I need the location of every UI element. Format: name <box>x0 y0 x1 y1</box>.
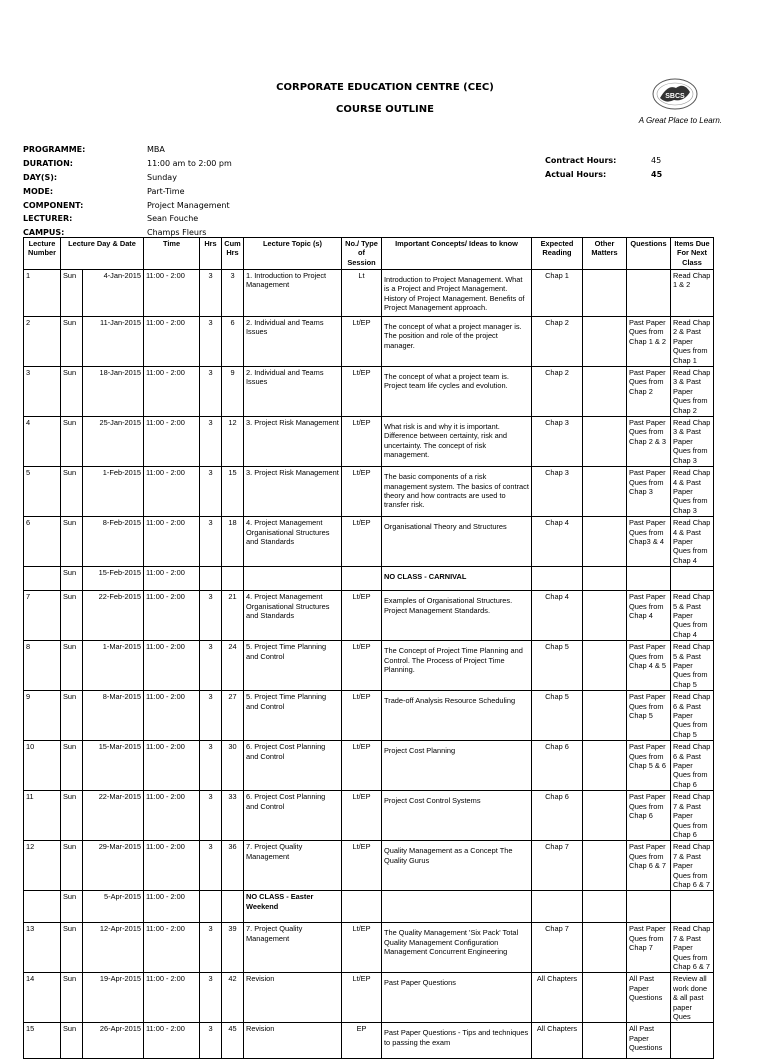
lecture-day: Sun <box>61 691 83 741</box>
lecture-date: 12-Apr-2015 <box>83 923 144 973</box>
lecture-hrs: 3 <box>200 467 222 517</box>
session-type: Lt <box>342 270 382 317</box>
session-type <box>342 567 382 591</box>
items-due: Read Chap 7 & Past Paper Ques from Chap 6 & 7 <box>671 841 714 891</box>
important-concepts: Trade-off Analysis Resource Scheduling <box>382 691 532 741</box>
col-header-date: Lecture Day & Date <box>61 238 144 270</box>
lecture-topic: 2. Individual and Teams Issues <box>244 367 342 417</box>
session-type: Lt/EP <box>342 591 382 641</box>
items-due: Read Chap 5 & Past Paper Ques from Chap 4 <box>671 591 714 641</box>
items-due: Read Chap 4 & Past Paper Ques from Chap 3 <box>671 467 714 517</box>
lecture-cum-hrs: 6 <box>222 317 244 367</box>
col-header-questions: Questions <box>627 238 671 270</box>
other-matters <box>583 567 627 591</box>
lecture-number: 8 <box>24 641 61 691</box>
lecture-number: 3 <box>24 367 61 417</box>
col-header-session-type: No./ Type of Session <box>342 238 382 270</box>
lecture-cum-hrs: 42 <box>222 973 244 1023</box>
info-value: Champs Fleurs <box>147 228 207 238</box>
info-row <box>23 143 347 157</box>
lecture-cum-hrs: 39 <box>222 923 244 973</box>
lecture-number: 7 <box>24 591 61 641</box>
lecture-day: Sun <box>61 923 83 973</box>
lecture-time: 11:00 - 2:00 <box>144 517 200 567</box>
tagline: A Great Place to Learn. <box>638 116 722 125</box>
lecture-time: 11:00 - 2:00 <box>144 973 200 1023</box>
other-matters <box>583 417 627 467</box>
table-row <box>24 791 714 841</box>
items-due <box>671 891 714 923</box>
items-due: Review all work done & all past paper Ques <box>671 973 714 1023</box>
expected-reading: Chap 2 <box>532 367 583 417</box>
hours-label: Actual Hours: <box>545 169 607 179</box>
col-header-topic: Lecture Topic (s) <box>244 238 342 270</box>
lecture-time: 11:00 - 2:00 <box>144 641 200 691</box>
lecture-day: Sun <box>61 317 83 367</box>
lecture-day: Sun <box>61 1023 83 1059</box>
expected-reading: Chap 3 <box>532 417 583 467</box>
other-matters <box>583 973 627 1023</box>
info-label: LECTURER: <box>23 214 73 224</box>
lecture-day: Sun <box>61 891 83 923</box>
lecture-hrs: 3 <box>200 517 222 567</box>
questions: All Past Paper Questions <box>627 1023 671 1059</box>
lecture-date: 5-Apr-2015 <box>83 891 144 923</box>
col-header-number: Lecture Number <box>24 238 61 270</box>
session-type: Lt/EP <box>342 973 382 1023</box>
session-type: Lt/EP <box>342 641 382 691</box>
expected-reading: Chap 2 <box>532 317 583 367</box>
expected-reading: Chap 7 <box>532 923 583 973</box>
other-matters <box>583 791 627 841</box>
session-type: Lt/EP <box>342 923 382 973</box>
session-type: Lt/EP <box>342 467 382 517</box>
lecture-date: 8-Feb-2015 <box>83 517 144 567</box>
info-label: CAMPUS: <box>23 228 65 238</box>
lecture-time: 11:00 - 2:00 <box>144 591 200 641</box>
table-row <box>24 891 714 923</box>
info-row <box>23 171 347 185</box>
session-type <box>342 891 382 923</box>
lecture-hrs: 3 <box>200 841 222 891</box>
expected-reading: Chap 5 <box>532 691 583 741</box>
lecture-hrs: 3 <box>200 317 222 367</box>
other-matters <box>583 467 627 517</box>
lecture-topic: 5. Project Time Planning and Control <box>244 691 342 741</box>
important-concepts: Past Paper Questions - Tips and techniques to passing the exam <box>382 1023 532 1059</box>
questions: Past Paper Ques from Chap 5 & 6 <box>627 741 671 791</box>
info-value: Sean Fouche <box>147 214 199 224</box>
other-matters <box>583 691 627 741</box>
info-row <box>23 199 347 213</box>
table-row <box>24 317 714 367</box>
other-matters <box>583 641 627 691</box>
lecture-day: Sun <box>61 741 83 791</box>
table-row <box>24 841 714 891</box>
questions: Past Paper Ques from Chap3 & 4 <box>627 517 671 567</box>
lecture-hrs <box>200 567 222 591</box>
lecture-topic: Revision <box>244 1023 342 1059</box>
lecture-day: Sun <box>61 791 83 841</box>
col-header-time: Time <box>144 238 200 270</box>
hours-row <box>545 154 681 168</box>
important-concepts: Project Cost Planning <box>382 741 532 791</box>
programme-info <box>23 143 347 240</box>
info-value: Sunday <box>147 172 177 182</box>
lecture-date: 29-Mar-2015 <box>83 841 144 891</box>
hours-label: Contract Hours: <box>545 156 617 165</box>
items-due: Read Chap 5 & Past Paper Ques from Chap 5 <box>671 641 714 691</box>
lecture-number: 14 <box>24 973 61 1023</box>
lecture-topic: 4. Project Management Organisational Structures and Standards <box>244 517 342 567</box>
hours-value: 45 <box>651 156 662 165</box>
lecture-topic <box>244 567 342 591</box>
lecture-hrs: 3 <box>200 270 222 317</box>
lecture-topic: 6. Project Cost Planning and Control <box>244 791 342 841</box>
lecture-cum-hrs: 18 <box>222 517 244 567</box>
questions: Past Paper Ques from Chap 1 & 2 <box>627 317 671 367</box>
lecture-number: 10 <box>24 741 61 791</box>
expected-reading: Chap 7 <box>532 841 583 891</box>
col-header-items-due: Items Due For Next Class <box>671 238 714 270</box>
lecture-day: Sun <box>61 517 83 567</box>
important-concepts: Past Paper Questions <box>382 973 532 1023</box>
schedule-table <box>23 237 714 1059</box>
lecture-number: 1 <box>24 270 61 317</box>
expected-reading: Chap 1 <box>532 270 583 317</box>
info-label: DAY(S): <box>23 172 58 182</box>
items-due: Read Chap 4 & Past Paper Ques from Chap 4 <box>671 517 714 567</box>
session-type: Lt/EP <box>342 417 382 467</box>
lecture-time: 11:00 - 2:00 <box>144 1023 200 1059</box>
session-type: Lt/EP <box>342 691 382 741</box>
lecture-hrs: 3 <box>200 1023 222 1059</box>
document-title: CORPORATE EDUCATION CENTRE (CEC) <box>276 82 494 93</box>
lecture-hrs: 3 <box>200 417 222 467</box>
lecture-cum-hrs: 24 <box>222 641 244 691</box>
lecture-topic: 3. Project Risk Management <box>244 417 342 467</box>
col-header-hrs: Hrs <box>200 238 222 270</box>
hours-info <box>545 154 681 182</box>
lecture-date: 15-Feb-2015 <box>83 567 144 591</box>
lecture-topic: 3. Project Risk Management <box>244 467 342 517</box>
important-concepts: Organisational Theory and Structures <box>382 517 532 567</box>
important-concepts: The concept of what a project team is. Project team life cycles and evolution. <box>382 367 532 417</box>
lecture-date: 11-Jan-2015 <box>83 317 144 367</box>
table-row <box>24 567 714 591</box>
expected-reading: Chap 4 <box>532 517 583 567</box>
lecture-number <box>24 891 61 923</box>
lecture-cum-hrs: 36 <box>222 841 244 891</box>
lecture-topic: 4. Project Management Organisational Structures and Standards <box>244 591 342 641</box>
items-due: Read Chap 6 & Past Paper Ques from Chap 5 <box>671 691 714 741</box>
lecture-topic: 7. Project Quality Management <box>244 841 342 891</box>
lecture-number: 2 <box>24 317 61 367</box>
logo-text: SBCS <box>665 93 685 100</box>
lecture-hrs: 3 <box>200 641 222 691</box>
table-row <box>24 467 714 517</box>
lecture-topic: 6. Project Cost Planning and Control <box>244 741 342 791</box>
questions: Past Paper Ques from Chap 3 <box>627 467 671 517</box>
lecture-number: 9 <box>24 691 61 741</box>
lecture-topic: 2. Individual and Teams Issues <box>244 317 342 367</box>
session-type: Lt/EP <box>342 317 382 367</box>
table-row <box>24 641 714 691</box>
lecture-date: 15-Mar-2015 <box>83 741 144 791</box>
info-label: COMPONENT: <box>23 200 84 210</box>
lecture-hrs <box>200 891 222 923</box>
lecture-time: 11:00 - 2:00 <box>144 741 200 791</box>
lecture-cum-hrs: 33 <box>222 791 244 841</box>
questions: Past Paper Ques from Chap 6 <box>627 791 671 841</box>
important-concepts: Project Cost Control Systems <box>382 791 532 841</box>
info-label: DURATION: <box>23 158 73 168</box>
lecture-topic: 1. Introduction to Project Management <box>244 270 342 317</box>
lecture-date: 26-Apr-2015 <box>83 1023 144 1059</box>
info-label: PROGRAMME: <box>23 145 86 154</box>
expected-reading: Chap 6 <box>532 741 583 791</box>
expected-reading: Chap 6 <box>532 791 583 841</box>
info-value: Project Management <box>147 200 230 210</box>
lecture-day: Sun <box>61 973 83 1023</box>
other-matters <box>583 517 627 567</box>
important-concepts: NO CLASS - CARNIVAL <box>382 567 532 591</box>
lecture-date: 22-Feb-2015 <box>83 591 144 641</box>
col-header-cum-hrs: Cum Hrs <box>222 238 244 270</box>
items-due: Read Chap 6 & Past Paper Ques from Chap 6 <box>671 741 714 791</box>
lecture-date: 18-Jan-2015 <box>83 367 144 417</box>
questions <box>627 891 671 923</box>
table-header-row <box>24 238 714 270</box>
info-row <box>23 212 347 226</box>
table-row <box>24 591 714 641</box>
items-due <box>671 567 714 591</box>
items-due: Read Chap 7 & Past Paper Ques from Chap 6 & 7 <box>671 923 714 973</box>
important-concepts: The concept of what a project manager is. The position and role of the project manager. <box>382 317 532 367</box>
table-row <box>24 741 714 791</box>
lecture-time: 11:00 - 2:00 <box>144 270 200 317</box>
other-matters <box>583 270 627 317</box>
lecture-time: 11:00 - 2:00 <box>144 567 200 591</box>
lecture-date: 25-Jan-2015 <box>83 417 144 467</box>
lecture-date: 4-Jan-2015 <box>83 270 144 317</box>
table-row <box>24 973 714 1023</box>
lecture-number: 12 <box>24 841 61 891</box>
info-row <box>23 157 347 171</box>
other-matters <box>583 923 627 973</box>
lecture-cum-hrs <box>222 567 244 591</box>
questions: Past Paper Ques from Chap 4 & 5 <box>627 641 671 691</box>
items-due: Read Chap 3 & Past Paper Ques from Chap 2 <box>671 367 714 417</box>
lecture-day: Sun <box>61 567 83 591</box>
items-due: Read Chap 2 & Past Paper Ques from Chap 1 <box>671 317 714 367</box>
lecture-hrs: 3 <box>200 973 222 1023</box>
questions: All Past Paper Questions <box>627 973 671 1023</box>
questions: Past Paper Ques from Chap 5 <box>627 691 671 741</box>
info-value: MBA <box>147 145 165 154</box>
lecture-number: 6 <box>24 517 61 567</box>
session-type: Lt/EP <box>342 517 382 567</box>
important-concepts <box>382 891 532 923</box>
lecture-time: 11:00 - 2:00 <box>144 417 200 467</box>
lecture-cum-hrs: 45 <box>222 1023 244 1059</box>
important-concepts: Examples of Organisational Structures. Project Management Standards. <box>382 591 532 641</box>
table-row <box>24 417 714 467</box>
lecture-date: 22-Mar-2015 <box>83 791 144 841</box>
lecture-day: Sun <box>61 641 83 691</box>
lecture-time: 11:00 - 2:00 <box>144 841 200 891</box>
table-row <box>24 270 714 317</box>
lecture-date: 8-Mar-2015 <box>83 691 144 741</box>
session-type: Lt/EP <box>342 791 382 841</box>
expected-reading: All Chapters <box>532 1023 583 1059</box>
lecture-cum-hrs: 12 <box>222 417 244 467</box>
lecture-hrs: 3 <box>200 691 222 741</box>
lecture-time: 11:00 - 2:00 <box>144 923 200 973</box>
lecture-time: 11:00 - 2:00 <box>144 791 200 841</box>
info-value: 11:00 am to 2:00 pm <box>147 158 232 168</box>
questions <box>627 567 671 591</box>
questions: Past Paper Ques from Chap 4 <box>627 591 671 641</box>
lecture-topic: Revision <box>244 973 342 1023</box>
other-matters <box>583 591 627 641</box>
expected-reading: Chap 4 <box>532 591 583 641</box>
expected-reading: All Chapters <box>532 973 583 1023</box>
table-row <box>24 367 714 417</box>
lecture-date: 19-Apr-2015 <box>83 973 144 1023</box>
lecture-topic: 5. Project Time Planning and Control <box>244 641 342 691</box>
lecture-cum-hrs: 3 <box>222 270 244 317</box>
table-row <box>24 517 714 567</box>
info-row <box>23 185 347 199</box>
sbcs-logo-icon <box>646 72 704 116</box>
lecture-time: 11:00 - 2:00 <box>144 467 200 517</box>
hours-row <box>545 168 681 182</box>
important-concepts: Quality Management as a Concept The Quality Gurus <box>382 841 532 891</box>
session-type: Lt/EP <box>342 741 382 791</box>
lecture-number: 4 <box>24 417 61 467</box>
table-row <box>24 923 714 973</box>
lecture-day: Sun <box>61 417 83 467</box>
other-matters <box>583 317 627 367</box>
lecture-cum-hrs: 15 <box>222 467 244 517</box>
lecture-hrs: 3 <box>200 923 222 973</box>
items-due: Read Chap 1 & 2 <box>671 270 714 317</box>
expected-reading <box>532 891 583 923</box>
lecture-day: Sun <box>61 591 83 641</box>
session-type: Lt/EP <box>342 367 382 417</box>
document-subtitle: COURSE OUTLINE <box>336 104 434 115</box>
col-header-concepts: Important Concepts/ Ideas to know <box>382 238 532 270</box>
expected-reading <box>532 567 583 591</box>
lecture-cum-hrs: 21 <box>222 591 244 641</box>
info-label: MODE: <box>23 186 54 196</box>
important-concepts: Introduction to Project Management. What is a Project and Project Management. History of Project Management. Benefits of Project Management approach. <box>382 270 532 317</box>
lecture-day: Sun <box>61 367 83 417</box>
hours-value: 45 <box>651 169 663 179</box>
important-concepts: What risk is and why it is important. Difference between certainty, risk and uncertainty. The concept of risk management. <box>382 417 532 467</box>
expected-reading: Chap 5 <box>532 641 583 691</box>
lecture-topic: 7. Project Quality Management <box>244 923 342 973</box>
lecture-date: 1-Mar-2015 <box>83 641 144 691</box>
other-matters <box>583 741 627 791</box>
session-type: Lt/EP <box>342 841 382 891</box>
other-matters <box>583 367 627 417</box>
questions: Past Paper Ques from Chap 2 <box>627 367 671 417</box>
lecture-hrs: 3 <box>200 741 222 791</box>
questions: Past Paper Ques from Chap 6 & 7 <box>627 841 671 891</box>
session-type: EP <box>342 1023 382 1059</box>
lecture-hrs: 3 <box>200 791 222 841</box>
lecture-cum-hrs: 9 <box>222 367 244 417</box>
lecture-hrs: 3 <box>200 591 222 641</box>
lecture-day: Sun <box>61 841 83 891</box>
other-matters <box>583 1023 627 1059</box>
other-matters <box>583 841 627 891</box>
lecture-cum-hrs: 30 <box>222 741 244 791</box>
important-concepts: The Quality Management 'Six Pack' Total Quality Management Configuration Management Concurrent Engineering <box>382 923 532 973</box>
items-due <box>671 1023 714 1059</box>
lecture-time: 11:00 - 2:00 <box>144 367 200 417</box>
lecture-cum-hrs: 27 <box>222 691 244 741</box>
items-due: Read Chap 7 & Past Paper Ques from Chap 6 <box>671 791 714 841</box>
lecture-number: 15 <box>24 1023 61 1059</box>
lecture-day: Sun <box>61 467 83 517</box>
questions: Past Paper Ques from Chap 2 & 3 <box>627 417 671 467</box>
questions <box>627 270 671 317</box>
lecture-date: 1-Feb-2015 <box>83 467 144 517</box>
important-concepts: The Concept of Project Time Planning and Control. The Process of Project Time Planning. <box>382 641 532 691</box>
info-value: Part-Time <box>147 186 185 196</box>
lecture-time: 11:00 - 2:00 <box>144 317 200 367</box>
lecture-hrs: 3 <box>200 367 222 417</box>
questions: Past Paper Ques from Chap 7 <box>627 923 671 973</box>
lecture-topic: NO CLASS - Easter Weekend <box>244 891 342 923</box>
table-row <box>24 1023 714 1059</box>
lecture-time: 11:00 - 2:00 <box>144 891 200 923</box>
other-matters <box>583 891 627 923</box>
table-row <box>24 691 714 741</box>
lecture-cum-hrs <box>222 891 244 923</box>
lecture-day: Sun <box>61 270 83 317</box>
important-concepts: The basic components of a risk management system. The basics of contract theory and how contracts are used to transfer risk. <box>382 467 532 517</box>
lecture-time: 11:00 - 2:00 <box>144 691 200 741</box>
lecture-number <box>24 567 61 591</box>
col-header-other: Other Matters <box>583 238 627 270</box>
expected-reading: Chap 3 <box>532 467 583 517</box>
lecture-number: 13 <box>24 923 61 973</box>
col-header-reading: Expected Reading <box>532 238 583 270</box>
items-due: Read Chap 3 & Past Paper Ques from Chap 3 <box>671 417 714 467</box>
lecture-number: 5 <box>24 467 61 517</box>
lecture-number: 11 <box>24 791 61 841</box>
